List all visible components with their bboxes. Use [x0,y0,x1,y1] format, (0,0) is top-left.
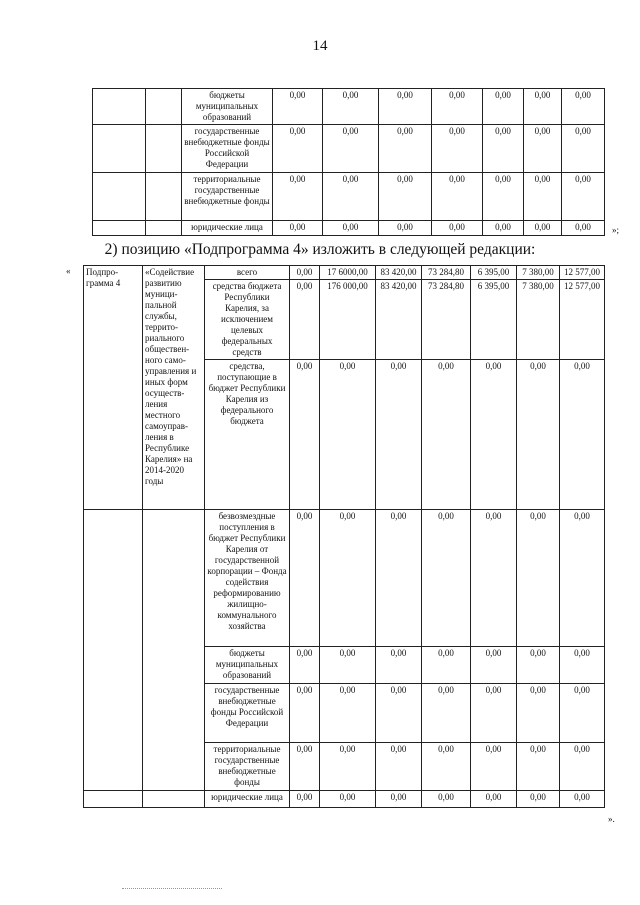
funding-source-cell: юридические лица [205,791,290,808]
value-cell: 0,00 [273,173,323,221]
value-cell: 0,00 [379,221,432,236]
value-cell: 0,00 [524,89,562,125]
value-cell: 0,00 [562,89,605,125]
value-cell: 73 284,80 [422,280,471,360]
value-cell: 0,00 [323,89,379,125]
value-cell: 0,00 [517,684,560,743]
value-cell: 176 000,00 [320,280,376,360]
value-cell: 12 577,00 [560,266,605,280]
empty-cell [146,125,182,173]
value-cell: 0,00 [320,743,376,791]
value-cell: 0,00 [483,125,524,173]
value-cell: 0,00 [273,89,323,125]
funding-source-cell: государственные внебюджетные фонды Российской Федерации [182,125,273,173]
value-cell: 0,00 [517,647,560,684]
value-cell: 0,00 [323,173,379,221]
funding-source-cell: средства бюджета Республики Карелия, за исключением целевых федеральных средств [205,280,290,360]
funding-source-cell: безвозмездные поступления в бюджет Республики Карелия от государственной корпорации – Фонда содействия реформированию жилищно-коммунального хозяйства [205,510,290,647]
section-heading: 2) позицию «Подпрограмма 4» изложить в следующей редакции: [104,241,536,258]
value-cell: 0,00 [422,684,471,743]
main-table-body [84,266,605,808]
bottom-rule [122,888,222,889]
value-cell: 0,00 [273,125,323,173]
value-cell: 0,00 [560,510,605,647]
value-cell: 0,00 [422,743,471,791]
empty-cell [143,510,205,791]
value-cell: 0,00 [422,510,471,647]
value-cell: 73 284,80 [422,266,471,280]
value-cell: 0,00 [379,125,432,173]
value-cell: 7 380,00 [517,266,560,280]
value-cell: 0,00 [471,647,517,684]
open-quote: « [66,266,71,276]
value-cell: 0,00 [320,360,376,510]
page-number: 14 [312,38,328,54]
value-cell: 0,00 [323,221,379,236]
value-cell: 0,00 [290,266,320,280]
value-cell: 0,00 [320,684,376,743]
funding-source-cell: государственные внебюджетные фонды Российской Федерации [205,684,290,743]
value-cell: 0,00 [560,743,605,791]
value-cell: 0,00 [517,360,560,510]
value-cell: 17 6000,00 [320,266,376,280]
value-cell: 0,00 [290,791,320,808]
empty-cell [146,221,182,236]
value-cell: 0,00 [562,125,605,173]
value-cell: 83 420,00 [376,280,422,360]
value-cell: 0,00 [376,791,422,808]
value-cell: 0,00 [323,125,379,173]
value-cell: 0,00 [471,743,517,791]
close-mark-top: »; [612,225,620,235]
empty-cell [146,89,182,125]
value-cell: 6 395,00 [471,266,517,280]
value-cell: 0,00 [560,360,605,510]
value-cell: 0,00 [379,173,432,221]
funding-source-cell: территориальные государственные внебюджетные фонды [205,743,290,791]
value-cell: 0,00 [376,647,422,684]
table-row [84,510,605,647]
value-cell: 0,00 [422,791,471,808]
top-table [92,88,605,236]
value-cell: 0,00 [562,221,605,236]
funding-source-cell: юридические лица [182,221,273,236]
empty-cell [93,89,146,125]
value-cell: 0,00 [422,360,471,510]
value-cell: 0,00 [471,684,517,743]
empty-cell [143,791,205,808]
value-cell: 0,00 [562,173,605,221]
value-cell: 0,00 [432,221,483,236]
top-table-body [93,89,605,236]
subprogram-status-cell: Подпро-грамма 4 [84,266,143,510]
empty-cell [146,173,182,221]
value-cell: 0,00 [320,791,376,808]
value-cell: 0,00 [560,791,605,808]
value-cell: 0,00 [273,221,323,236]
value-cell: 0,00 [483,89,524,125]
table-row [93,89,605,125]
value-cell: 0,00 [524,173,562,221]
value-cell: 0,00 [379,89,432,125]
close-mark-bottom: ». [608,814,615,824]
value-cell: 0,00 [517,510,560,647]
value-cell: 0,00 [471,360,517,510]
value-cell: 0,00 [290,510,320,647]
table-row [84,791,605,808]
value-cell: 0,00 [471,791,517,808]
funding-source-cell: бюджеты муниципальных образований [182,89,273,125]
value-cell: 0,00 [560,647,605,684]
value-cell: 0,00 [290,743,320,791]
value-cell: 0,00 [376,743,422,791]
value-cell: 0,00 [432,173,483,221]
table-row [84,266,605,280]
value-cell: 83 420,00 [376,266,422,280]
value-cell: 0,00 [524,221,562,236]
value-cell: 0,00 [376,360,422,510]
empty-cell [84,510,143,791]
value-cell: 6 395,00 [471,280,517,360]
value-cell: 7 380,00 [517,280,560,360]
value-cell: 0,00 [524,125,562,173]
value-cell: 0,00 [517,791,560,808]
funding-source-cell: всего [205,266,290,280]
value-cell: 0,00 [432,125,483,173]
value-cell: 0,00 [560,684,605,743]
table-row [93,173,605,221]
value-cell: 0,00 [320,510,376,647]
value-cell: 0,00 [290,684,320,743]
value-cell: 0,00 [432,89,483,125]
empty-cell [93,173,146,221]
value-cell: 0,00 [483,221,524,236]
table-row [93,221,605,236]
funding-source-cell: территориальные государственные внебюджетные фонды [182,173,273,221]
subprogram-name-cell: «Содействие развитию муници-пальной службы, террито-риального обществен-ного само-управления и иных форм осуществ-ления местного самоуправ-ления в Республике Карелия» на 2014-2020 годы [143,266,205,510]
value-cell: 0,00 [376,684,422,743]
value-cell: 0,00 [290,360,320,510]
value-cell: 0,00 [471,510,517,647]
value-cell: 0,00 [517,743,560,791]
funding-source-cell: бюджеты муниципальных образований [205,647,290,684]
table-row [93,125,605,173]
funding-source-cell: средства, поступающие в бюджет Республики Карелия из федерального бюджета [205,360,290,510]
empty-cell [93,221,146,236]
value-cell: 0,00 [376,510,422,647]
empty-cell [84,791,143,808]
value-cell: 0,00 [290,280,320,360]
value-cell: 0,00 [320,647,376,684]
value-cell: 0,00 [422,647,471,684]
value-cell: 12 577,00 [560,280,605,360]
main-table [83,265,605,808]
value-cell: 0,00 [483,173,524,221]
value-cell: 0,00 [290,647,320,684]
empty-cell [93,125,146,173]
